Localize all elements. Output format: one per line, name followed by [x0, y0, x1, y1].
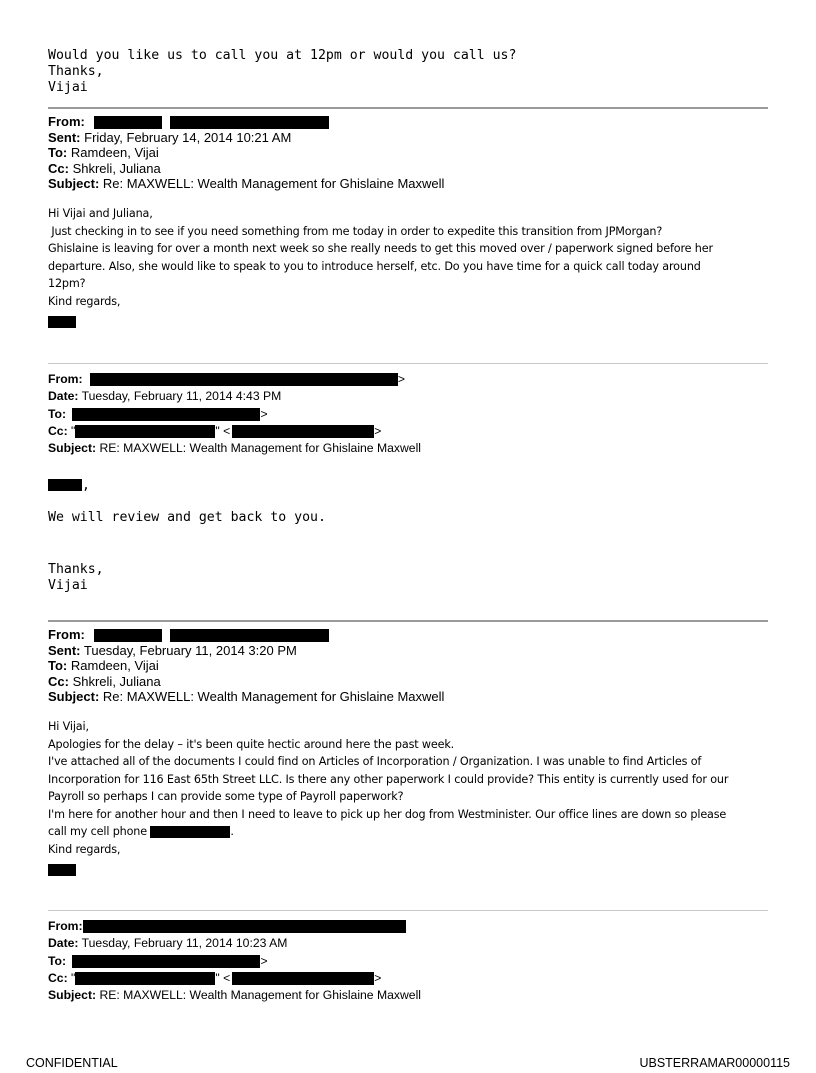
- to-label: To:: [48, 658, 68, 673]
- email4-date: [48, 935, 421, 952]
- email3-body-line: I've attached all of the documents I could find on Articles of Incorporation / Organization. I was unable to find Articles of: [48, 755, 702, 768]
- sent-value: Tuesday, February 11, 2014 3:20 PM: [83, 642, 297, 658]
- email3-header: [48, 627, 444, 705]
- redaction: [232, 972, 374, 985]
- divider: [48, 363, 768, 364]
- email3-cc: [48, 674, 444, 690]
- email2-to: [48, 406, 421, 423]
- email2-header: [48, 371, 421, 457]
- cc-value: Shkreli, Juliana: [72, 673, 161, 689]
- email4-from: [48, 918, 421, 935]
- email3-from: [48, 627, 444, 643]
- email1-sent: [48, 130, 444, 146]
- date-value: Tuesday, February 11, 2014 10:23 AM: [81, 936, 288, 951]
- from-label: From:: [48, 919, 83, 933]
- email3-sent: [48, 643, 444, 659]
- redaction: [170, 116, 329, 129]
- subject-value: RE: MAXWELL: Wealth Management for Ghislaine Maxwell: [99, 441, 421, 456]
- email4-to: [48, 953, 421, 970]
- subject-value: Re: MAXWELL: Wealth Management for Ghislaine Maxwell: [102, 689, 445, 704]
- signature-redaction: [48, 316, 76, 328]
- sent-label: Sent:: [48, 129, 81, 145]
- cc-quote: ": [71, 423, 76, 438]
- greeting-comma: ,: [82, 478, 90, 493]
- email2-date: [48, 388, 421, 405]
- email2-thanks: Thanks,: [48, 562, 104, 577]
- redaction: [170, 629, 329, 642]
- subject-label: Subject:: [48, 988, 97, 1003]
- email3-body-line: Apologies for the delay – it's been quite hectic around here the past week.: [48, 737, 455, 751]
- divider: [48, 910, 768, 911]
- sent-label: Sent:: [48, 642, 81, 658]
- date-label: Date:: [48, 389, 79, 404]
- email1-subject: [48, 176, 444, 192]
- email1-body-line: Hi Vijai and Juliana,: [48, 207, 153, 220]
- top-reply: [48, 48, 516, 96]
- to-suffix: >: [260, 406, 268, 421]
- redaction: [83, 920, 406, 933]
- top-reply-signature: Vijai: [48, 80, 88, 95]
- to-suffix: >: [260, 953, 268, 968]
- subject-label: Subject:: [48, 689, 100, 704]
- sent-value: Friday, February 14, 2014 10:21 AM: [84, 129, 292, 145]
- date-value: Tuesday, February 11, 2014 4:43 PM: [81, 389, 282, 404]
- bates-number: UBSTERRAMAR00000115: [639, 1056, 790, 1070]
- email3-body-line: Payroll so perhaps I can provide some type of Payroll paperwork?: [48, 790, 404, 803]
- divider: [48, 107, 768, 109]
- email2-body-line: We will review and get back to you.: [48, 510, 326, 525]
- email2-cc: [48, 423, 421, 440]
- from-label: From:: [48, 372, 83, 386]
- cc-bracket-close: >: [374, 423, 382, 438]
- email3-body: [48, 718, 728, 858]
- date-label: Date:: [48, 936, 79, 951]
- phone-prefix: call my cell phone: [48, 825, 147, 838]
- to-label: To:: [48, 145, 68, 160]
- phone-redaction: [150, 826, 230, 838]
- redaction: [94, 116, 162, 129]
- phone-suffix: .: [230, 825, 234, 838]
- cc-bracket-close: >: [374, 970, 382, 985]
- email1-body: [48, 205, 713, 310]
- email3-phone-line: [48, 823, 728, 841]
- confidential-label: CONFIDENTIAL: [26, 1056, 118, 1070]
- redaction: [75, 425, 215, 438]
- email2-signoff: [48, 562, 104, 594]
- email2-subject: [48, 440, 421, 457]
- cc-label: Cc:: [48, 970, 68, 985]
- email4-header: [48, 918, 421, 1004]
- to-label: To:: [48, 953, 67, 968]
- cc-value: Shkreli, Juliana: [72, 160, 161, 176]
- email3-body-line: I'm here for another hour and then I need to leave to pick up her dog from Westminister. Our office lines are down so please: [48, 807, 727, 821]
- subject-label: Subject:: [48, 441, 97, 456]
- from-suffix: >: [397, 372, 406, 386]
- to-value: Ramdeen, Vijai: [70, 145, 159, 160]
- cc-label: Cc:: [48, 423, 68, 438]
- email4-subject: [48, 987, 421, 1004]
- subject-value: Re: MAXWELL: Wealth Management for Ghislaine Maxwell: [102, 176, 445, 191]
- redaction: [48, 479, 82, 491]
- email3-body-line: Hi Vijai,: [48, 720, 89, 733]
- redaction: [90, 373, 398, 386]
- subject-label: Subject:: [48, 176, 100, 191]
- email3-to: [48, 658, 444, 674]
- from-label: From:: [48, 114, 85, 129]
- cc-quote: ": [71, 970, 76, 985]
- email1-from: [48, 114, 444, 130]
- redaction: [72, 955, 260, 968]
- cc-bracket: " <: [215, 970, 231, 985]
- to-label: To:: [48, 406, 67, 421]
- email2-from: [48, 371, 421, 388]
- subject-value: RE: MAXWELL: Wealth Management for Ghislaine Maxwell: [99, 988, 421, 1003]
- redaction: [75, 972, 215, 985]
- divider: [48, 620, 768, 622]
- top-reply-thanks: Thanks,: [48, 64, 104, 79]
- signature-redaction: [48, 864, 76, 876]
- cc-bracket: " <: [215, 423, 231, 438]
- email2-signature: Vijai: [48, 578, 88, 593]
- email1-body-line: 12pm?: [48, 277, 86, 290]
- email1-body-line: departure. Also, she would like to speak to you to introduce herself, etc. Do you have time for a quick call today around: [48, 259, 701, 273]
- email1-body-line: Kind regards,: [48, 294, 121, 308]
- email3-subject: [48, 689, 444, 705]
- cc-label: Cc:: [48, 160, 69, 176]
- email1-header: [48, 114, 444, 192]
- email1-body-line: Ghislaine is leaving for over a month next week so she really needs to get this moved over / paperwork signed before her: [48, 242, 713, 255]
- email3-body-line: Incorporation for 116 East 65th Street LLC. Is there any other paperwork I could provide? This entity is currently used for our: [48, 772, 729, 786]
- email1-body-line: Just checking in to see if you need something from me today in order to expedite this transition from JPMorgan?: [48, 224, 663, 238]
- redaction: [232, 425, 374, 438]
- email4-cc: [48, 970, 421, 987]
- redaction: [94, 629, 162, 642]
- to-value: Ramdeen, Vijai: [70, 658, 159, 673]
- cc-label: Cc:: [48, 673, 69, 689]
- top-reply-line: Would you like us to call you at 12pm or would you call us?: [48, 48, 517, 63]
- redaction: [72, 408, 260, 421]
- email1-to: [48, 145, 444, 161]
- email1-cc: [48, 161, 444, 177]
- email2-greeting: [48, 478, 90, 494]
- email3-closing: Kind regards,: [48, 842, 121, 856]
- from-label: From:: [48, 627, 85, 642]
